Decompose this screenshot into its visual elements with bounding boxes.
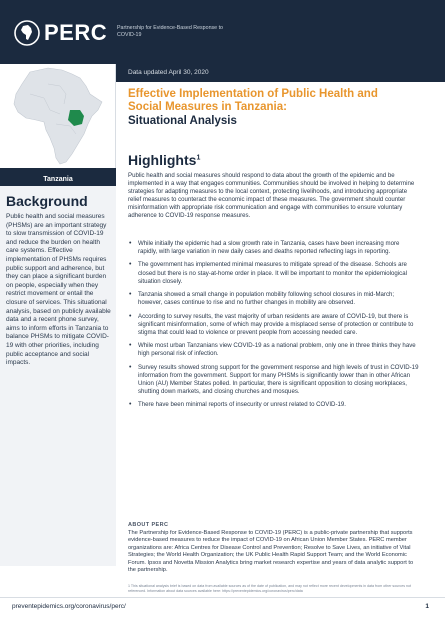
- list-item: • While initially the epidemic had a slow growth rate in Tanzania, cases have been increasing more rapidly, with large variation in new daily cases and deaths reported reflecting lags in reporting.: [129, 240, 400, 256]
- page-number: 1: [425, 603, 429, 610]
- africa-map: [0, 64, 116, 168]
- background-sidebar: [0, 186, 116, 566]
- background-heading: Background: [6, 193, 88, 209]
- header-bar: [0, 0, 445, 64]
- perc-logo-text: PERC: [44, 20, 108, 45]
- list-item: • Survey results showed strong support for the government response and high levels of trust in COVID-19 information from the government. Support for many PHSMs is significantly lower than in other African Union (AU) Member States polled. In particular, there is significant opposition to closing workplaces, shutting down markets, and closing churches and mosques.: [129, 363, 419, 395]
- title-line-3: Situational Analysis: [128, 115, 237, 127]
- list-item: • While most urban Tanzanians view COVID-19 as a national problem, only one in three thinks they have high personal risk of infection.: [129, 342, 416, 358]
- country-name: Tanzania: [43, 176, 73, 183]
- footer-divider: [0, 597, 445, 598]
- report-title: [128, 88, 428, 128]
- highlights-heading: Highlights$^1$: [128, 152, 201, 168]
- about-heading: ABOUT PERC: [128, 522, 169, 528]
- about-body: The Partnership for Evidence-Based Response to COVID-19 (PERC) is a public-private partnership that supports evidence-based measures to reduce the impact of COVID-19 on African Union Member States. PERC member organizations are: Africa Centres for Disease Control and Prevention; Resolve to Save Lives, an initiative of Vital Strategies; the World Health Organization; the UK Public Health Rapid Support Team; and the World Economic Forum. Ipsos and Novetta Mission Analytics bring market research expertise and years of data analytic support to the partnership.: [128, 530, 414, 574]
- globe-africa-icon: [14, 20, 40, 46]
- background-body: Public health and social measures (PHSMs) are an important strategy to slow transmission of COVID-19 and reduce the burden on health care systems. Effective implementation of PHSMs requires public support and adherence, but they can place a significant burden on people, especially when they restrict movement or entail the closure of services. This situational analysis, based on publicly available data and a recent phone survey, aims to inform efforts in Tanzania to balance PHSMs to mitigate COVID-19 with other priorities, including public acceptance and social impacts.: [6, 213, 111, 367]
- highlights-list: [128, 240, 420, 415]
- footnote-marker: 1: [196, 154, 201, 162]
- list-item: • Tanzania showed a small change in population mobility following school closures in mid-March; however, cases continue to rise and no further changes in mobility are observed.: [129, 291, 395, 307]
- list-item: • The government has implemented minimal measures to mitigate spread of the disease. Schools are closed but there is no stay-at-home order in place. It will be important to monitor the epidemiological situation closely.: [129, 261, 407, 285]
- title-line-2: Social Measures in Tanzania:: [128, 101, 287, 113]
- footnote-text: 1 This situational analysis brief is based on data from available sources as of the date of publication, and may not reflect more recent developments in data from other sources not referenced. Information about data sources available here: https://preventepidemics.org/coronavirus/perc/data: [128, 584, 411, 593]
- title-line-1: Effective Implementation of Public Health and: [128, 88, 378, 100]
- list-item: • According to survey results, the vast majority of urban residents are aware of COVID-19, but there is significant misinformation, some of which may provide a misplaced sense of protection or contribute to stigma that could lead to violence or prevent people from accessing needed care.: [129, 312, 414, 336]
- footer-link[interactable]: preventepidemics.org/coronavirus/perc/: [12, 603, 126, 610]
- update-strip: [116, 64, 445, 82]
- list-item: • There have been minimal reports of insecurity or unrest related to COVID-19.: [129, 401, 346, 409]
- highlights-intro: Public health and social measures should respond to data about the growth of the epidemic and be implemented in a way that engages communities. Communities should be involved in helping to determine strategies for adapting measures to the local context, protecting livelihoods, and introducing appropriate relief measures to counteract the economic impact of these measures. The government should counter misinformation with appropriate risk communication and engage with communities to ensure voluntary adherence to COVID-19 response measures.: [128, 172, 415, 220]
- tagline: Partnership for Evidence-Based Response to COVID-19: [117, 25, 223, 38]
- country-label: [0, 168, 116, 186]
- data-updated-label: Data updated April 30, 2020: [128, 69, 209, 76]
